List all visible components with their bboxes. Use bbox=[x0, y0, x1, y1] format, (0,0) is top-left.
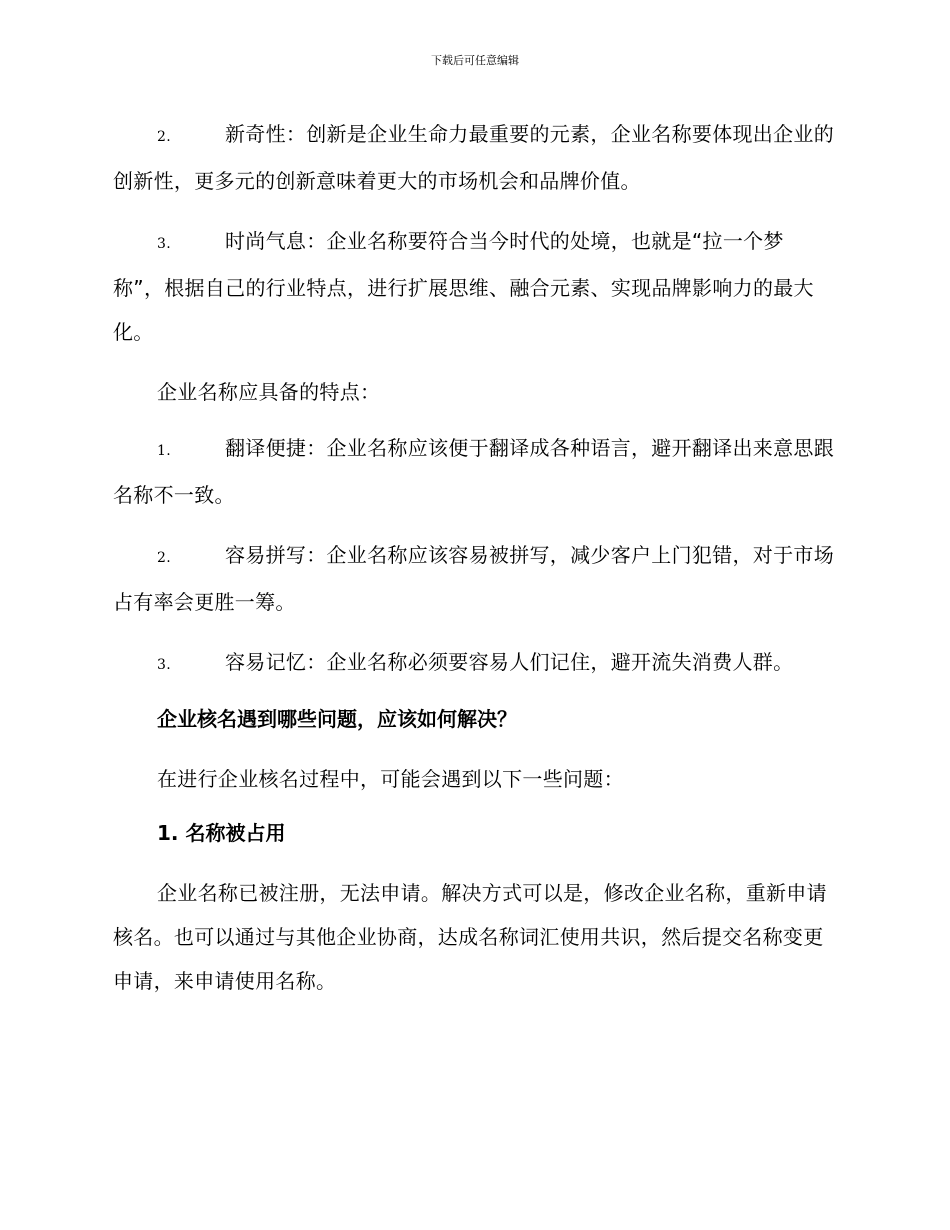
list-number: 3. bbox=[157, 657, 171, 673]
page-header: 下载后可任意编辑 bbox=[431, 54, 519, 67]
paragraph-text: 时尚气息：企业名称要符合当今时代的处境，也就是“拉一个梦称”，根据自己的行业特点，进行扩展思维、融合元素、实现品牌影响力的最大化。 bbox=[113, 229, 814, 344]
list-item bbox=[113, 640, 835, 687]
section-heading: 企业核名遇到哪些问题，应该如何解决？ bbox=[157, 707, 517, 731]
list-number: 2. bbox=[157, 129, 171, 145]
paragraph-fashion bbox=[113, 219, 835, 354]
list-item-text: 容易拼写：企业名称应该容易被拼写，减少客户上门犯错，对于市场占有率会更胜一筹。 bbox=[113, 543, 834, 614]
paragraph-text: 新奇性：创新是企业生命力最重要的元素，企业名称要体现出企业的创新性，更多元的创新意味着更大的市场机会和品牌价值。 bbox=[113, 122, 834, 193]
list-item bbox=[113, 426, 835, 517]
paragraph-question-intro: 在进行企业核名过程中，可能会遇到以下一些问题： bbox=[157, 767, 624, 791]
paragraph-novelty bbox=[113, 112, 835, 203]
list-item-text: 翻译便捷：企业名称应该便于翻译成各种语言，避开翻译出来意思跟名称不一致。 bbox=[113, 436, 834, 507]
subsection-heading: 1. 名称被占用 bbox=[157, 821, 286, 845]
document-body bbox=[113, 112, 835, 1019]
list-number: 3. bbox=[157, 236, 171, 252]
list-item bbox=[113, 533, 835, 624]
paragraph-problem1: 企业名称已被注册，无法申请。解决方式可以是，修改企业名称，重新申请核名。也可以通过与其他企业协商，达成名称词汇使用共识，然后提交名称变更申请，来申请使用名称。 bbox=[113, 881, 827, 993]
list-number: 2. bbox=[157, 550, 171, 566]
list-item-text: 容易记忆：企业名称必须要容易人们记住，避开流失消费人群。 bbox=[225, 650, 794, 674]
paragraph-features-intro: 企业名称应具备的特点： bbox=[157, 380, 381, 404]
list-number: 1. bbox=[157, 443, 171, 459]
